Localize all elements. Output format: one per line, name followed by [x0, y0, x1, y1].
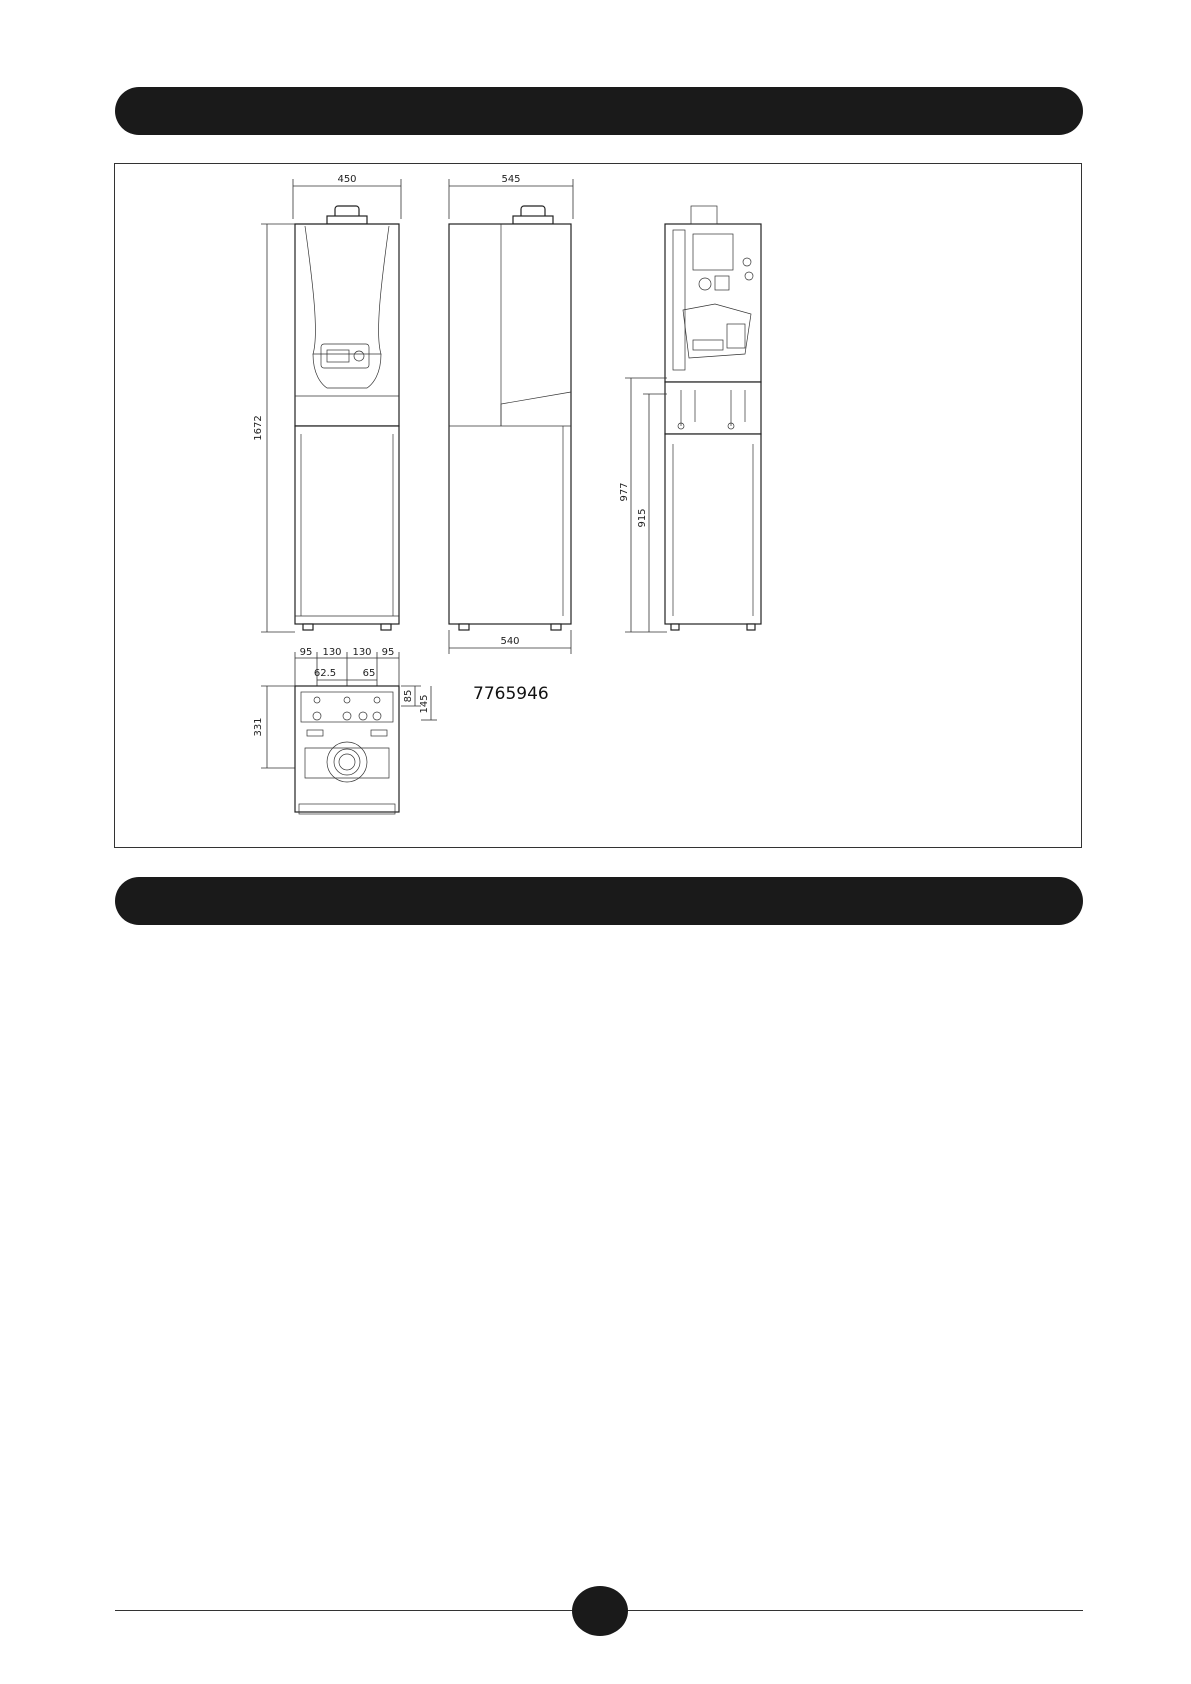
side-b-label: 145 — [419, 694, 430, 714]
rear-view — [619, 206, 761, 632]
side-depth-bottom-label: 540 — [500, 636, 520, 647]
spacing-label-1: 95 — [299, 647, 313, 658]
offset-b-label: 65 — [362, 668, 376, 679]
drawing-code: 7765946 — [473, 684, 549, 704]
rear-height-outer-label: 977 — [619, 482, 630, 502]
front-height-label: 1672 — [253, 415, 264, 441]
front-width-label: 450 — [337, 174, 357, 185]
rear-height-inner-label: 915 — [637, 508, 648, 528]
page-number-badge — [572, 1586, 628, 1636]
side-a-label: 85 — [403, 689, 414, 703]
side-view — [449, 174, 573, 654]
dimension-drawing — [115, 164, 1083, 849]
side-depth-top-label: 545 — [501, 174, 521, 185]
bottom-view — [253, 647, 549, 814]
section-header-bar-top — [115, 87, 1083, 135]
spacing-label-4: 95 — [381, 647, 395, 658]
section-header-bar-bottom — [115, 877, 1083, 925]
offset-a-label: 62.5 — [313, 668, 337, 679]
spacing-label-3: 130 — [352, 647, 372, 658]
front-view — [253, 174, 401, 632]
dimension-drawing-frame — [114, 163, 1082, 848]
spacing-label-2: 130 — [322, 647, 342, 658]
bottom-depth-label: 331 — [253, 717, 264, 737]
